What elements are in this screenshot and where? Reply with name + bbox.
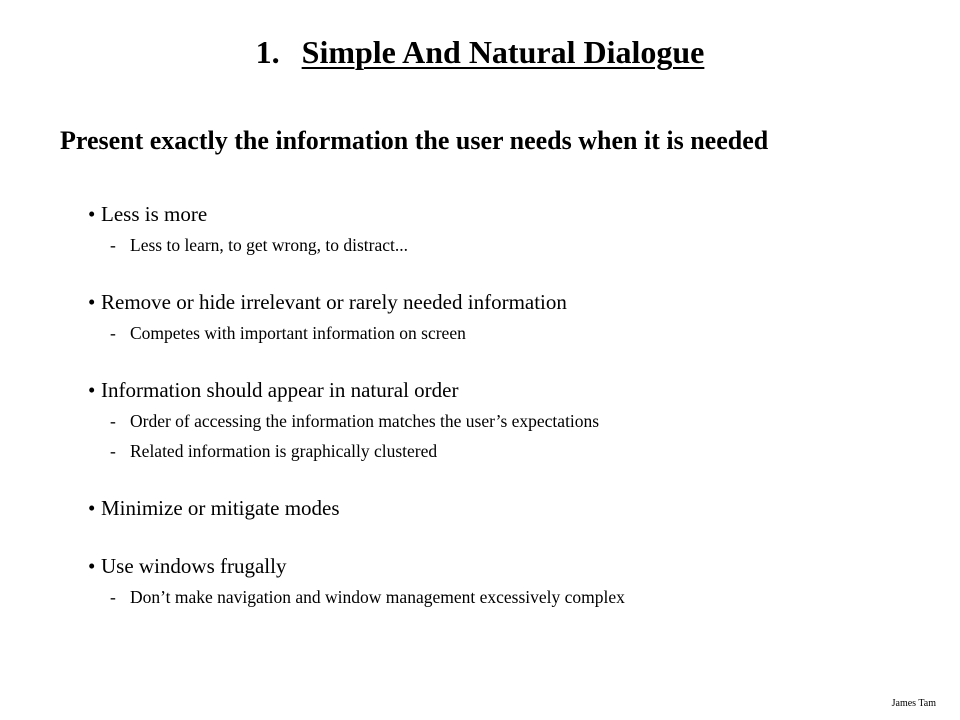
title-text: Simple And Natural Dialogue	[301, 34, 705, 70]
bullet-text: Remove or hide irrelevant or rarely needed information	[101, 290, 567, 314]
bullet-line	[88, 286, 928, 318]
sub-bullet-text: Less to learn, to get wrong, to distract...	[130, 235, 408, 255]
sub-bullet-line	[110, 436, 928, 466]
bullet-item	[88, 286, 928, 348]
bullet-text: Minimize or mitigate modes	[101, 496, 340, 520]
sub-bullet-line	[110, 318, 928, 348]
sub-bullet-line	[110, 230, 928, 260]
sub-bullet-text: Don’t make navigation and window management excessively complex	[130, 587, 625, 607]
sub-bullet-dash: -	[110, 323, 116, 343]
bullet-item	[88, 492, 928, 524]
sub-bullet-line	[110, 582, 928, 612]
bullet-item	[88, 198, 928, 260]
bullet-line	[88, 198, 928, 230]
bullet-dot: •	[88, 202, 96, 226]
bullet-line	[88, 492, 928, 524]
title-number: 1.	[255, 34, 280, 70]
bullet-dot: •	[88, 290, 96, 314]
bullet-text: Use windows frugally	[101, 554, 287, 578]
author-footer: James Tam	[891, 698, 936, 709]
bullet-line	[88, 550, 928, 582]
bullet-dot: •	[88, 378, 96, 402]
sub-bullet-dash: -	[110, 587, 116, 607]
sub-bullet-dash: -	[110, 441, 116, 461]
bullet-text: Information should appear in natural order	[101, 378, 459, 402]
bullet-item	[88, 374, 928, 466]
bullet-dot: •	[88, 496, 96, 520]
sub-bullet-dash: -	[110, 411, 116, 431]
slide-heading: Present exactly the information the user needs when it is needed	[60, 126, 769, 155]
sub-bullet-text: Related information is graphically clustered	[130, 441, 438, 461]
slide-title	[0, 32, 960, 72]
sub-bullet-text: Competes with important information on screen	[130, 323, 466, 343]
bullet-item	[88, 550, 928, 612]
bullet-dot: •	[88, 554, 96, 578]
bullet-list	[88, 198, 928, 638]
bullet-text: Less is more	[101, 202, 208, 226]
sub-bullet-text: Order of accessing the information matches the user’s expectations	[130, 411, 600, 431]
sub-bullet-line	[110, 406, 928, 436]
sub-bullet-dash: -	[110, 235, 116, 255]
bullet-line	[88, 374, 928, 406]
